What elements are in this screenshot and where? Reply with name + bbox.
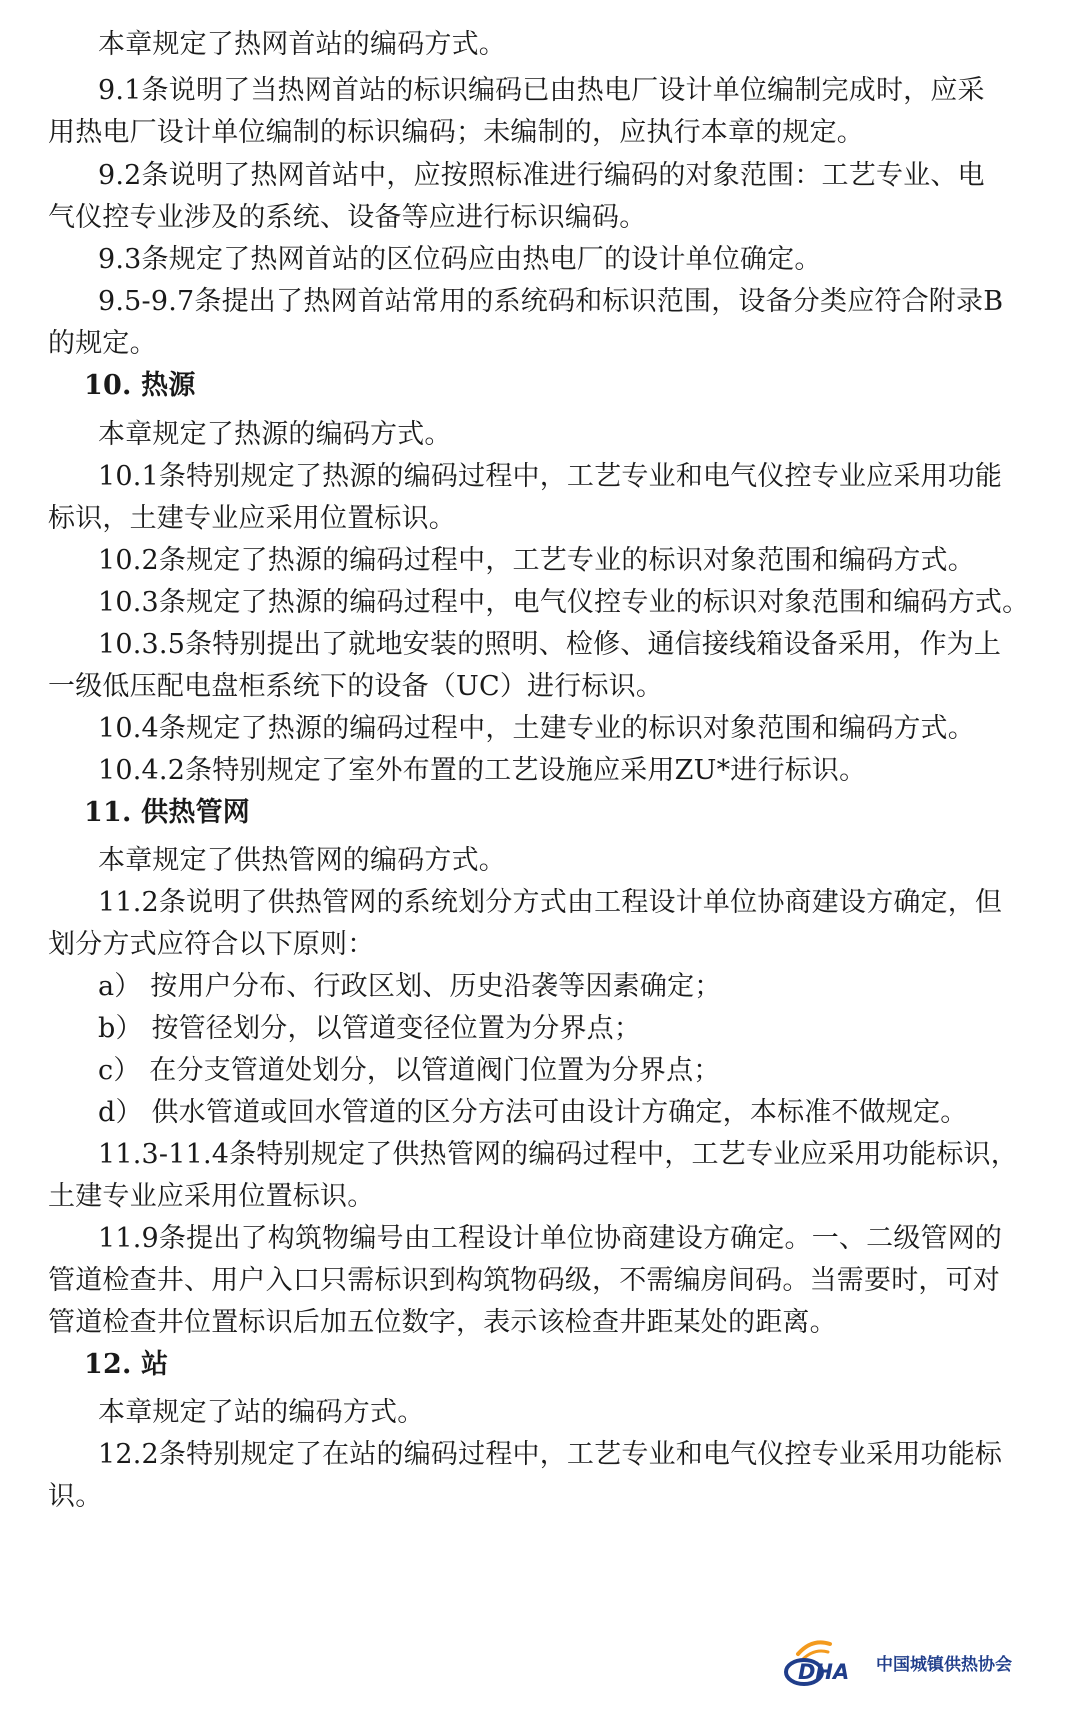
paragraph-line: 管道检查井位置标识后加五位数字，表示该检查井距某处的距离。: [48, 1307, 837, 1338]
list-item-d: d） 供水管道或回水管道的区分方法可由设计方确定，本标准不做规定。: [98, 1097, 968, 1128]
paragraph-line: 10.3.5条特别提出了就地安装的照明、检修、通信接线箱设备采用，作为上: [98, 629, 1002, 660]
organization-name: 中国城镇供热协会: [876, 1655, 1012, 1675]
section-heading-11: 11. 供热管网: [84, 797, 250, 828]
association-logo: [778, 1632, 1068, 1692]
paragraph-line: 识。: [48, 1481, 103, 1512]
paragraph-line: 12.2条特别规定了在站的编码过程中，工艺专业和电气仪控专业采用功能标: [98, 1439, 1003, 1470]
paragraph-line: 9.3条规定了热网首站的区位码应由热电厂的设计单位确定。: [98, 244, 822, 275]
paragraph-line: 管道检查井、用户入口只需标识到构筑物码级，不需编房间码。当需要时，可对: [48, 1265, 1000, 1296]
paragraph-line: 10.4条规定了热源的编码过程中，土建专业的标识对象范围和编码方式。: [98, 713, 975, 744]
paragraph-line: 9.1条说明了当热网首站的标识编码已由热电厂设计单位编制完成时，应采: [98, 75, 985, 106]
paragraph-line: 本章规定了热网首站的编码方式。: [98, 29, 506, 60]
paragraph-line: 的规定。: [48, 328, 157, 359]
section-heading-10: 10. 热源: [84, 370, 196, 401]
list-item-b: b） 按管径划分，以管道变径位置为分界点；: [98, 1013, 642, 1044]
paragraph-line: 本章规定了供热管网的编码方式。: [98, 845, 506, 876]
paragraph-line: 11.3-11.4条特别规定了供热管网的编码过程中，工艺专业应采用功能标识，: [98, 1139, 1018, 1170]
paragraph-line: 划分方式应符合以下原则：: [48, 929, 375, 960]
dha-logo-mark-icon: [778, 1632, 874, 1692]
paragraph-line: 标识，土建专业应采用位置标识。: [48, 503, 456, 534]
paragraph-line: 10.3条规定了热源的编码过程中，电气仪控专业的标识对象范围和编码方式。: [98, 587, 1030, 618]
list-item-c: c） 在分支管道处划分，以管道阀门位置为分界点；: [98, 1055, 721, 1086]
paragraph-line: 10.2条规定了热源的编码过程中，工艺专业的标识对象范围和编码方式。: [98, 545, 975, 576]
paragraph-line: 11.2条说明了供热管网的系统划分方式由工程设计单位协商建设方确定，但: [98, 887, 1003, 918]
paragraph-line: 11.9条提出了构筑物编号由工程设计单位协商建设方确定。一、二级管网的: [98, 1223, 1003, 1254]
logo-mark-text: DHA: [798, 1660, 850, 1684]
paragraph-line: 气仪控专业涉及的系统、设备等应进行标识编码。: [48, 202, 647, 233]
paragraph-line: 9.2条说明了热网首站中，应按照标准进行编码的对象范围：工艺专业、电: [98, 160, 985, 191]
paragraph-line: 一级低压配电盘柜系统下的设备（UC）进行标识。: [48, 671, 664, 702]
paragraph-line: 本章规定了站的编码方式。: [98, 1397, 425, 1428]
paragraph-line: 本章规定了热源的编码方式。: [98, 419, 452, 450]
paragraph-line: 10.1条特别规定了热源的编码过程中，工艺专业和电气仪控专业应采用功能: [98, 461, 1003, 492]
section-heading-12: 12. 站: [84, 1349, 169, 1380]
paragraph-line: 用热电厂设计单位编制的标识编码；未编制的，应执行本章的规定。: [48, 117, 864, 148]
paragraph-line: 9.5-9.7条提出了热网首站常用的系统码和标识范围，设备分类应符合附录B: [98, 286, 1004, 317]
list-item-a: a） 按用户分布、行政区划、历史沿袭等因素确定；: [98, 971, 722, 1002]
paragraph-line: 土建专业应采用位置标识。: [48, 1181, 375, 1212]
paragraph-line: 10.4.2条特别规定了室外布置的工艺设施应采用ZU*进行标识。: [98, 755, 867, 786]
